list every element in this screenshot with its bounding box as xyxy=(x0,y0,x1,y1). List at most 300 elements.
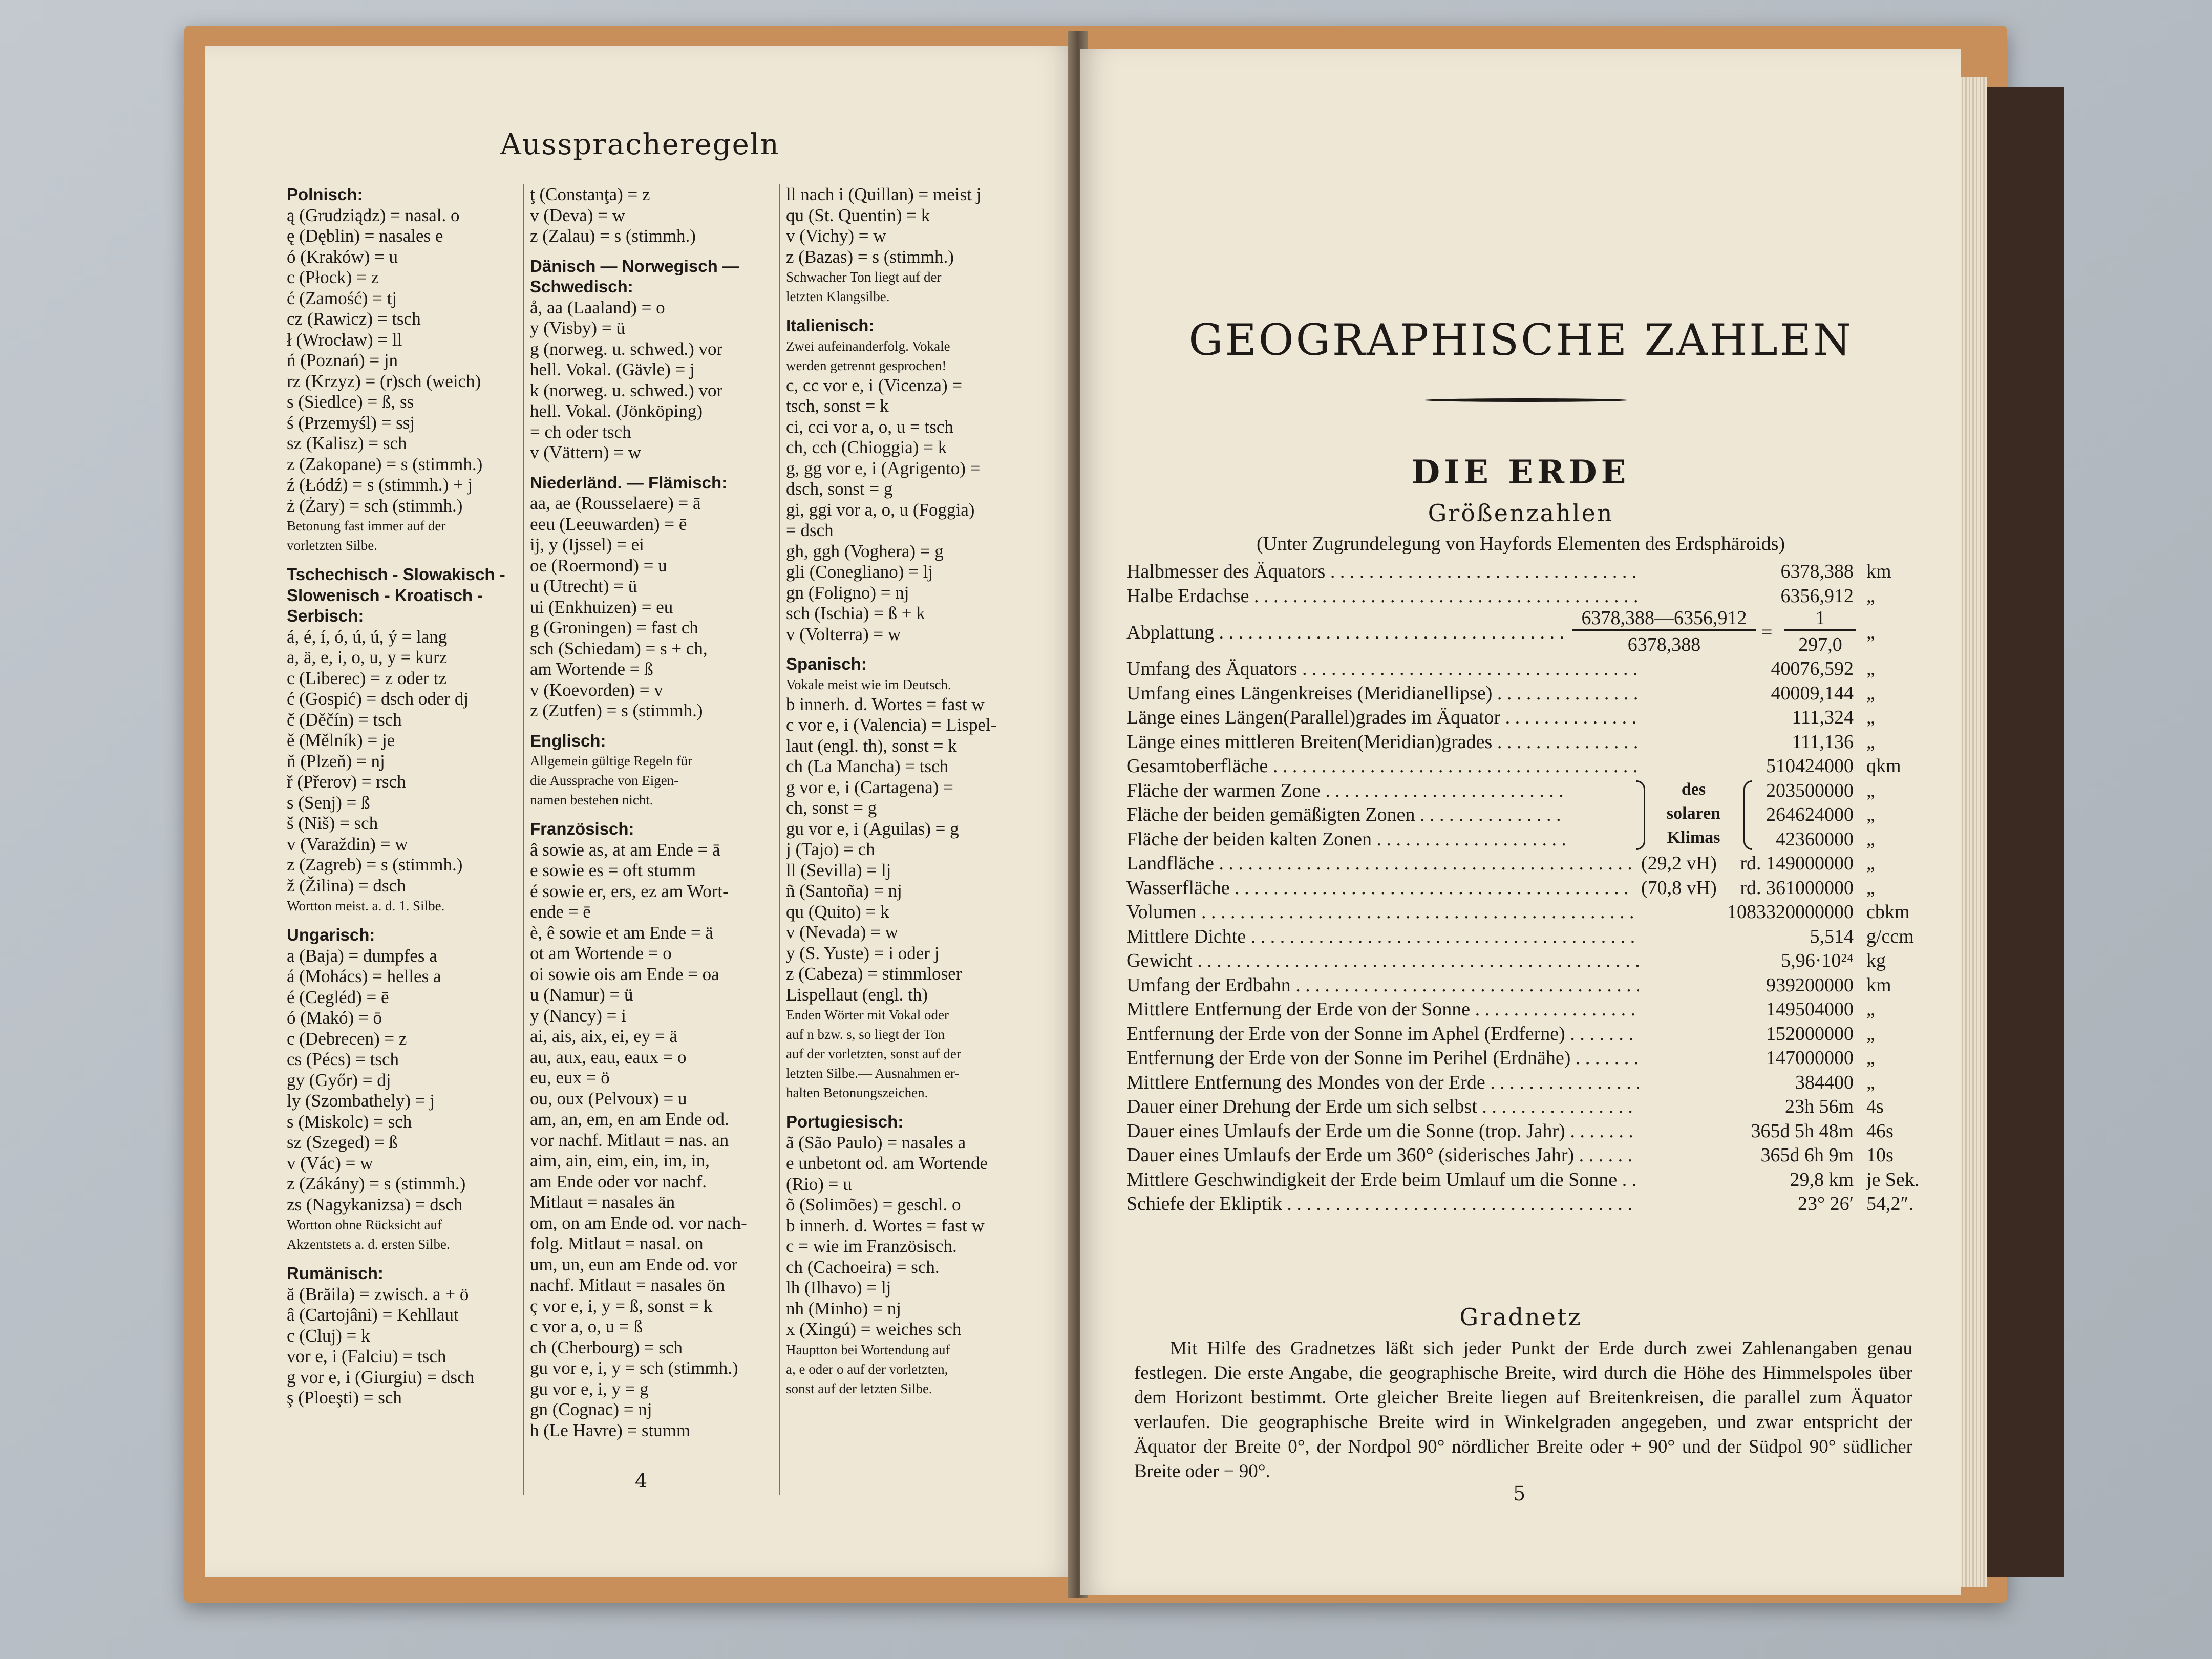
pronunciation-line: gu vor e, i, y = sch (stimmh.) xyxy=(530,1358,738,1378)
pronunciation-line: Zwei aufeinanderfolg. Vokale xyxy=(786,338,950,354)
abplattung-row xyxy=(1126,607,1925,655)
row-label: Dauer eines Umlaufs der Erde um 360° (siderisches Jahr) . . . xyxy=(1126,1144,1639,1166)
pronunciation-line: a, e oder o auf der vorletzten, xyxy=(786,1361,948,1377)
pronunciation-line: cz (Rawicz) = tsch xyxy=(287,309,421,329)
pronunciation-line: ó (Kraków) = u xyxy=(287,246,398,267)
table-row xyxy=(1126,850,1925,875)
pronunciation-line: u (Utrecht) = ü xyxy=(530,576,637,596)
row-value: 1083320000000 xyxy=(1722,901,1854,923)
fraction-denominator: 6378,388 xyxy=(1627,634,1701,655)
result-denominator: 297,0 xyxy=(1798,634,1842,655)
pronunciation-line: die Aussprache von Eigen- xyxy=(530,773,679,788)
row-value: 510424000 xyxy=(1761,755,1854,777)
row-value: 149504000 xyxy=(1761,998,1854,1020)
row-unit: „ xyxy=(1866,998,1875,1020)
pronunciation-line: ş (Ploeşti) = sch xyxy=(287,1388,402,1408)
row-unit: 10s xyxy=(1866,1144,1894,1166)
row-label: Gesamtoberfläche . . . xyxy=(1126,755,1639,777)
pronunciation-line: é sowie er, ers, ez am Wort- xyxy=(530,881,729,901)
row-label: Wasserfläche . . . xyxy=(1126,877,1633,899)
pronunciation-line: vor nachf. Mitlaut = nas. an xyxy=(530,1130,729,1150)
row-value: 5,514 xyxy=(1805,925,1854,948)
pronunciation-line: z (Zalau) = s (stimmh.) xyxy=(530,226,696,246)
pronunciation-line: zs (Nagykanizsa) = dsch xyxy=(287,1194,463,1215)
pronunciation-line: am, an, em, en am Ende od. xyxy=(530,1109,729,1129)
pronunciation-line: gu vor e, i (Aguilas) = g xyxy=(786,818,959,839)
pronunciation-line: ś (Przemyśl) = ssj xyxy=(287,412,415,433)
row-unit: „ xyxy=(1866,853,1875,874)
pronunciation-line: Akzentstets a. d. ersten Silbe. xyxy=(287,1237,450,1252)
pronunciation-line: á (Mohács) = helles a xyxy=(287,966,441,986)
pronunciation-line: g (norweg. u. schwed.) vor xyxy=(530,338,723,359)
pronunciation-line: laut (engl. th), sonst = k xyxy=(786,735,957,756)
pronunciation-line: c (Cluj) = k xyxy=(287,1325,370,1346)
pronunciation-line: ź (Łódź) = s (stimmh.) + j xyxy=(287,475,473,495)
pronunciation-line: ň (Plzeň) = nj xyxy=(287,751,385,771)
row-unit: 54,2″. xyxy=(1866,1193,1913,1215)
pronunciation-line: am Wortende = ß xyxy=(530,659,653,679)
pronunciation-line: x (Xingú) = weiches sch xyxy=(786,1319,962,1339)
table-row xyxy=(1126,801,1925,826)
row-unit: „ xyxy=(1866,622,1875,643)
pronunciation-line: y (Nancy) = i xyxy=(530,1005,626,1026)
language-heading: Schwedisch: xyxy=(530,277,633,296)
language-heading: Rumänisch: xyxy=(287,1264,384,1283)
table-row xyxy=(1126,1069,1925,1094)
row-unit: „ xyxy=(1866,804,1875,825)
pronunciation-line: vorletzten Silbe. xyxy=(287,538,377,553)
pronunciation-line: ll nach i (Quillan) = meist j xyxy=(786,184,982,204)
pronunciation-line: ll (Sevilla) = lj xyxy=(786,860,891,880)
pronunciation-line: e sowie es = oft stumm xyxy=(530,860,696,880)
table-row xyxy=(1126,777,1925,802)
row-value: 939200000 xyxy=(1761,974,1854,996)
percentage: (70,8 vH) xyxy=(1641,877,1717,899)
pronunciation-line: ly (Szombathely) = j xyxy=(287,1091,435,1111)
pronunciation-column-1 xyxy=(287,184,522,1409)
pronunciation-line: gn (Cognac) = nj xyxy=(530,1399,652,1419)
row-value: 40009,144 xyxy=(1766,682,1854,705)
pronunciation-line: hell. Vokal. (Gävle) = j xyxy=(530,359,695,379)
row-label: Länge eines Längen(Parallel)grades im Äquator . . . xyxy=(1126,706,1639,729)
pronunciation-line: ř (Přerov) = rsch xyxy=(287,772,406,792)
row-unit: „ xyxy=(1866,877,1875,899)
table-row xyxy=(1126,972,1925,996)
language-heading: Italienisch: xyxy=(786,316,875,335)
language-heading: Englisch: xyxy=(530,731,606,750)
pronunciation-line: ende = ē xyxy=(530,902,591,922)
pronunciation-line: ch, sonst = g xyxy=(786,798,877,818)
row-value: 152000000 xyxy=(1761,1023,1854,1045)
book-back-board xyxy=(1987,87,2064,1577)
language-heading: Serbisch: xyxy=(287,606,364,625)
pronunciation-column-3 xyxy=(786,184,1052,1398)
pronunciation-line: um, un, eun am Ende od. vor xyxy=(530,1254,738,1274)
gradnetz-paragraph: Mit Hilfe des Gradnetzes läßt sich jeder Punkt der Erde durch zwei Zahlenangaben genau festlegen. Die erste Angabe, die geographische Breite, wird durch die Höhe des Himmelspoles über dem Horizont bestimmt. Orte gleicher Breite liegen auf Breitenkreisen, die parallel zum Äquator verlaufen. Die geographische Breite wird in Winkelgraden angegeben, und zwar entspricht der Äquator der Breite 0°, der Nordpol 90° nördlicher Breite oder + 90° und der Südpol 90° südlicher Breite oder − 90°. xyxy=(1134,1338,1912,1482)
table-row xyxy=(1126,558,1925,583)
row-label: Entfernung der Erde von der Sonne im Aphel (Erdferne) . . . xyxy=(1126,1023,1639,1045)
pronunciation-line: Vokale meist wie im Deutsch. xyxy=(786,676,951,692)
pronunciation-line: v (Varaždin) = w xyxy=(287,834,408,854)
row-label: Umfang des Äquators . . . xyxy=(1126,657,1639,680)
pronunciation-line: gh, ggh (Voghera) = g xyxy=(786,541,944,561)
row-value: 5,96·10²⁴ xyxy=(1776,949,1854,972)
pronunciation-line: č (Děčín) = tsch xyxy=(287,709,402,730)
pronunciation-line: ě (Mělník) = je xyxy=(287,730,395,750)
language-heading: Spanisch: xyxy=(786,654,867,673)
pronunciation-line: rz (Krzyz) = (r)sch (weich) xyxy=(287,371,481,391)
pronunciation-line: sch (Schiedam) = s + ch, xyxy=(530,638,708,658)
row-unit: „ xyxy=(1866,1047,1875,1069)
row-value: 147000000 xyxy=(1761,1047,1854,1069)
climate-line: Klimas xyxy=(1667,827,1720,847)
pronunciation-line: = dsch xyxy=(786,520,834,540)
left-page xyxy=(205,46,1075,1577)
pronunciation-line: folg. Mitlaut = nasal. on xyxy=(530,1233,704,1253)
pronunciation-line: = ch oder tsch xyxy=(530,421,631,442)
pronunciation-line: j (Tajo) = ch xyxy=(786,839,875,859)
pronunciation-line: nachf. Mitlaut = nasales ön xyxy=(530,1275,725,1295)
pronunciation-line: qu (St. Quentin) = k xyxy=(786,205,930,225)
pronunciation-line: ui (Enkhuizen) = eu xyxy=(530,597,673,617)
subsection-heading: Größenzahlen xyxy=(1428,499,1614,527)
pronunciation-line: Lispellaut (engl. th) xyxy=(786,984,928,1005)
table-row xyxy=(1126,704,1925,729)
pronunciation-line: š (Niš) = sch xyxy=(287,813,378,833)
pronunciation-line: v (Koevorden) = v xyxy=(530,679,663,700)
row-unit: „ xyxy=(1866,828,1875,850)
language-heading: Polnisch: xyxy=(287,185,363,204)
row-unit: „ xyxy=(1866,585,1875,607)
pronunciation-line: z (Zakopane) = s (stimmh.) xyxy=(287,454,483,474)
pronunciation-line: ć (Zamość) = tj xyxy=(287,288,397,308)
pronunciation-line: ci, cci vor a, o, u = tsch xyxy=(786,416,953,437)
pronunciation-line: z (Bazas) = s (stimmh.) xyxy=(786,246,954,267)
language-heading: Slowenisch - Kroatisch - xyxy=(287,585,483,605)
table-row xyxy=(1126,1190,1925,1215)
left-page-number: 4 xyxy=(635,1470,648,1492)
language-heading: Portugiesisch: xyxy=(786,1112,904,1131)
row-unit: kg xyxy=(1866,950,1886,971)
climate-line: solaren xyxy=(1666,803,1721,823)
pronunciation-line: z (Zutfen) = s (stimmh.) xyxy=(530,700,703,720)
table-row xyxy=(1126,923,1925,948)
pronunciation-line: ă (Brăila) = zwisch. a + ö xyxy=(287,1284,469,1304)
gradnetz-heading: Gradnetz xyxy=(1459,1303,1582,1331)
row-label: Gewicht . . . xyxy=(1126,949,1639,972)
pronunciation-line: ch (Cachoeira) = sch. xyxy=(786,1257,940,1277)
table-row xyxy=(1126,1020,1925,1045)
table-row xyxy=(1126,996,1925,1020)
climate-line: des xyxy=(1681,779,1706,799)
row-label: Mittlere Geschwindigkeit der Erde beim Umlauf um die Sonne . . . xyxy=(1126,1168,1639,1191)
pronunciation-line: v (Volterra) = w xyxy=(786,624,901,644)
pronunciation-line: auf der vorletzten, sonst auf der xyxy=(786,1046,961,1061)
pronunciation-line: v (Nevada) = w xyxy=(786,922,898,942)
row-unit: „ xyxy=(1866,658,1875,679)
pronunciation-line: v (Deva) = w xyxy=(530,205,625,225)
row-label: Fläche der warmen Zone . . . xyxy=(1126,779,1567,802)
row-label: Halbmesser des Äquators . . . xyxy=(1126,560,1639,583)
row-label: Mittlere Entfernung des Mondes von der Erde . . . xyxy=(1126,1071,1639,1094)
pronunciation-line: c vor e, i (Valencia) = Lispel- xyxy=(786,715,997,735)
fraction-numerator: 6378,388—6356,912 xyxy=(1572,607,1756,631)
pronunciation-line: qu (Quito) = k xyxy=(786,901,889,922)
pronunciation-line: aa, ae (Rousselaere) = ā xyxy=(530,493,701,513)
pronunciation-line: Betonung fast immer auf der xyxy=(287,518,446,534)
pronunciation-line: k (norweg. u. schwed.) vor xyxy=(530,380,723,400)
pronunciation-line: è, ê sowie et am Ende = ä xyxy=(530,922,713,943)
pronunciation-line: oe (Roermond) = u xyxy=(530,555,667,576)
pronunciation-line: om, on am Ende od. vor nach- xyxy=(530,1213,747,1233)
table-row xyxy=(1126,1142,1925,1166)
pronunciation-line: á, é, í, ó, ú, ú, ý = lang xyxy=(287,626,448,647)
earth-figures-table xyxy=(1126,558,1925,1215)
pronunciation-line: ż (Żary) = sch (stimmh.) xyxy=(287,495,463,516)
pronunciation-line: Mitlaut = nasales än xyxy=(530,1192,675,1212)
section-heading: DIE ERDE xyxy=(1411,453,1630,492)
pronunciation-line: am Ende oder vor nachf. xyxy=(530,1171,707,1192)
row-unit: g/ccm xyxy=(1866,925,1914,947)
pronunciation-line: y (S. Yuste) = i oder j xyxy=(786,943,940,963)
row-value: 264624000 xyxy=(1761,803,1854,826)
row-label: Dauer eines Umlaufs der Erde um die Sonne (trop. Jahr) . . . xyxy=(1126,1120,1639,1142)
pronunciation-line: g vor e, i (Giurgiu) = dsch xyxy=(287,1367,475,1387)
pronunciation-line: â sowie as, at am Ende = ā xyxy=(530,839,720,860)
pronunciation-line: â (Cartojâni) = Kehllaut xyxy=(287,1305,459,1325)
pronunciation-column-2 xyxy=(530,184,778,1441)
pronunciation-line: gy (Győr) = dj xyxy=(287,1070,391,1090)
climate-zones-group xyxy=(1126,777,1925,850)
row-unit: „ xyxy=(1866,1023,1875,1045)
column-divider xyxy=(523,184,524,1495)
pronunciation-line: ç vor e, i, y = ß, sonst = k xyxy=(530,1295,713,1316)
pronunciation-line: å, aa (Laaland) = o xyxy=(530,297,665,317)
pronunciation-line: ij, y (Ijssel) = ei xyxy=(530,535,644,555)
pronunciation-line: sch (Ischia) = ß + k xyxy=(786,603,925,623)
left-page-title: Ausspracheregeln xyxy=(500,128,780,161)
pronunciation-line: ou, oux (Pelvoux) = u xyxy=(530,1088,687,1109)
pronunciation-line: a (Baja) = dumpfes a xyxy=(287,945,437,966)
pronunciation-line: lh (Ilhavo) = lj xyxy=(786,1278,891,1298)
row-unit: „ xyxy=(1866,1071,1875,1093)
pronunciation-line: eeu (Leeuwarden) = ē xyxy=(530,514,687,534)
pronunciation-line: Enden Wörter mit Vokal oder xyxy=(786,1007,949,1023)
row-unit: km xyxy=(1866,974,1891,996)
pronunciation-line: tsch, sonst = k xyxy=(786,396,889,416)
column-divider xyxy=(779,184,780,1495)
pronunciation-line: ã (São Paulo) = nasales a xyxy=(786,1132,966,1153)
pronunciation-line: s (Miskolc) = sch xyxy=(287,1111,412,1132)
row-label: Landfläche . . . xyxy=(1126,852,1633,875)
pronunciation-line: z (Zagreb) = s (stimmh.) xyxy=(287,855,463,875)
pronunciation-line: v (Vác) = w xyxy=(287,1153,373,1173)
equals-sign: = xyxy=(1761,622,1773,643)
pronunciation-line: c, cc vor e, i (Vicenza) = xyxy=(786,375,963,395)
pronunciation-line: ţ (Constanţa) = z xyxy=(530,184,650,204)
pronunciation-line: g (Groningen) = fast ch xyxy=(530,618,698,637)
pronunciation-line: õ (Solimões) = geschl. o xyxy=(786,1195,961,1215)
row-value: 23h 56m xyxy=(1780,1095,1854,1118)
pronunciation-line: Wortton meist. a. d. 1. Silbe. xyxy=(287,898,445,913)
title-ornament-rule xyxy=(1423,398,1628,402)
pronunciation-line: vor e, i (Falciu) = tsch xyxy=(287,1346,446,1366)
table-row xyxy=(1126,875,1925,899)
pronunciation-line: Hauptton bei Wortendung auf xyxy=(786,1342,950,1357)
table-row xyxy=(1126,1093,1925,1118)
pronunciation-line: gli (Conegliano) = lj xyxy=(786,562,933,582)
row-label: Abplattung . . . xyxy=(1126,621,1567,644)
table-row xyxy=(1126,1118,1925,1142)
pronunciation-line: c vor a, o, u = ß xyxy=(530,1316,643,1336)
pronunciation-line: au, aux, eau, eaux = o xyxy=(530,1047,687,1067)
pronunciation-line: auf n bzw. s, so liegt der Ton xyxy=(786,1027,945,1042)
pronunciation-line: gu vor e, i, y = g xyxy=(530,1378,649,1399)
pronunciation-line: ó (Makó) = ō xyxy=(287,1008,382,1028)
table-row xyxy=(1126,729,1925,753)
row-value: 42360000 xyxy=(1771,828,1854,850)
row-label: Mittlere Dichte . . . xyxy=(1126,925,1639,948)
table-row xyxy=(1126,655,1925,680)
row-value: rd. 149000000 xyxy=(1735,852,1854,875)
pronunciation-line: nh (Minho) = nj xyxy=(786,1298,901,1318)
pronunciation-line: ñ (Santoña) = nj xyxy=(786,881,902,901)
pronunciation-line: (Rio) = u xyxy=(786,1174,852,1194)
row-label: Umfang der Erdbahn . . . xyxy=(1126,974,1639,996)
table-row xyxy=(1126,680,1925,705)
pronunciation-line: c (Debrecen) = z xyxy=(287,1028,407,1049)
row-unit: je Sek. xyxy=(1866,1168,1920,1190)
table-row xyxy=(1126,1166,1925,1191)
language-heading: Niederländ. — Flämisch: xyxy=(530,473,728,492)
pronunciation-line: letzten Silbe.— Ausnahmen er- xyxy=(786,1066,960,1081)
pronunciation-line: ai, ais, aix, ei, ey = ä xyxy=(530,1026,677,1046)
pronunciation-line: ń (Poznań) = jn xyxy=(287,350,398,370)
pronunciation-line: c (Płock) = z xyxy=(287,267,379,287)
table-row xyxy=(1126,826,1925,850)
table-row xyxy=(1126,753,1925,777)
pronunciation-line: Allgemein gültige Regeln für xyxy=(530,753,693,769)
pronunciation-line: v (Vichy) = w xyxy=(786,226,886,246)
pronunciation-line: ch, cch (Chioggia) = k xyxy=(786,437,947,457)
pronunciation-line: b innerh. d. Wortes = fast w xyxy=(786,694,985,714)
chapter-title: GEOGRAPHISCHE ZAHLEN xyxy=(1188,315,1853,365)
right-page xyxy=(1080,49,1961,1595)
pronunciation-line: sz (Kalisz) = sch xyxy=(287,433,407,453)
row-value: 384400 xyxy=(1790,1071,1854,1094)
row-label: Entfernung der Erde von der Sonne im Perihel (Erdnähe) . . . xyxy=(1126,1047,1639,1069)
pronunciation-line: sz (Szeged) = ß xyxy=(287,1132,398,1152)
row-unit: cbkm xyxy=(1866,901,1910,923)
pronunciation-line: e unbetont od. am Wortende xyxy=(786,1153,988,1173)
language-heading: Dänisch — Norwegisch — xyxy=(530,256,739,275)
pronunciation-line: s (Senj) = ß xyxy=(287,792,370,813)
pronunciation-line: ch (Cherbourg) = sch xyxy=(530,1337,683,1357)
pronunciation-line: ę (Dęblin) = nasales e xyxy=(287,226,443,246)
row-unit: „ xyxy=(1866,707,1875,728)
table-row xyxy=(1126,1045,1925,1069)
row-label: Volumen . . . xyxy=(1126,901,1639,923)
language-heading: Französisch: xyxy=(530,819,634,838)
intro-note: (Unter Zugrundelegung von Hayfords Elementen des Erdsphäroids) xyxy=(1256,533,1785,555)
pronunciation-line: ć (Gospić) = dsch oder dj xyxy=(287,689,469,709)
pronunciation-line: werden getrennt gesprochen! xyxy=(786,357,947,373)
row-value: 6356,912 xyxy=(1776,585,1854,607)
row-label: Fläche der beiden gemäßigten Zonen . . . xyxy=(1126,803,1567,826)
pronunciation-line: hell. Vokal. (Jönköping) xyxy=(530,401,703,421)
result-numerator: 1 xyxy=(1784,607,1856,631)
table-row xyxy=(1126,947,1925,972)
right-page-number: 5 xyxy=(1513,1482,1526,1505)
row-value: 365d 6h 9m xyxy=(1755,1144,1854,1166)
pronunciation-line: Wortton ohne Rücksicht auf xyxy=(287,1217,442,1232)
row-value: 111,136 xyxy=(1786,731,1854,753)
pronunciation-line: h (Le Havre) = stumm xyxy=(530,1420,691,1440)
row-unit: 46s xyxy=(1866,1120,1894,1142)
row-value: 40076,592 xyxy=(1766,657,1854,680)
pronunciation-line: letzten Klangsilbe. xyxy=(786,289,890,304)
pronunciation-line: gi, ggi vor a, o, u (Foggia) xyxy=(786,499,975,520)
row-unit: „ xyxy=(1866,779,1875,801)
pronunciation-line: ą (Grudziądz) = nasal. o xyxy=(287,205,460,225)
pronunciation-line: y (Visby) = ü xyxy=(530,318,625,338)
pronunciation-line: namen bestehen nicht. xyxy=(530,792,653,807)
row-label: Mittlere Entfernung der Erde von der Sonne . . . xyxy=(1126,998,1639,1020)
row-unit: „ xyxy=(1866,682,1875,704)
pronunciation-line: a, ä, e, i, o, u, y = kurz xyxy=(287,647,448,667)
pronunciation-line: oi sowie ois am Ende = oa xyxy=(530,964,719,984)
pronunciation-line: dsch, sonst = g xyxy=(786,479,893,499)
pronunciation-line: b innerh. d. Wortes = fast w xyxy=(786,1215,985,1236)
row-value: 365d 5h 48m xyxy=(1746,1120,1854,1142)
row-label: Fläche der beiden kalten Zonen . . . xyxy=(1126,828,1567,850)
pronunciation-line: halten Betonungszeichen. xyxy=(786,1085,928,1100)
row-value: 6378,388 xyxy=(1776,560,1854,583)
row-unit: „ xyxy=(1866,731,1875,753)
row-label: Schiefe der Ekliptik . . . xyxy=(1126,1193,1639,1215)
pronunciation-line: z (Zákány) = s (stimmh.) xyxy=(287,1174,466,1194)
pronunciation-line: gn (Foligno) = nj xyxy=(786,582,909,603)
row-value: 203500000 xyxy=(1761,779,1854,802)
row-unit: km xyxy=(1866,561,1891,582)
pronunciation-line: z (Cabeza) = stimmloser xyxy=(786,964,962,984)
pronunciation-line: Schwacher Ton liegt auf der xyxy=(786,269,942,285)
row-value: rd. 361000000 xyxy=(1735,877,1854,899)
language-heading: Tschechisch - Slowakisch - xyxy=(287,565,505,584)
pronunciation-line: c (Liberec) = z oder tz xyxy=(287,668,447,688)
pronunciation-line: eu, eux = ö xyxy=(530,1068,610,1088)
row-unit: 4s xyxy=(1866,1096,1884,1117)
row-label: Halbe Erdachse . . . xyxy=(1126,585,1639,607)
row-unit: qkm xyxy=(1866,755,1901,777)
pronunciation-line: g, gg vor e, i (Agrigento) = xyxy=(786,458,981,478)
pronunciation-line: ch (La Mancha) = tsch xyxy=(786,756,949,776)
pronunciation-line: é (Cegléd) = ē xyxy=(287,987,389,1007)
pronunciation-line: cs (Pécs) = tsch xyxy=(287,1049,399,1069)
pronunciation-line: sonst auf der letzten Silbe. xyxy=(786,1380,932,1396)
pronunciation-line: u (Namur) = ü xyxy=(530,985,633,1005)
pronunciation-line: aim, ain, eim, ein, im, in, xyxy=(530,1151,710,1171)
language-heading: Ungarisch: xyxy=(287,925,375,944)
pronunciation-line: ł (Wrocław) = ll xyxy=(287,329,402,350)
pronunciation-line: v (Vättern) = w xyxy=(530,442,642,462)
pronunciation-line: g vor e, i (Cartagena) = xyxy=(786,777,953,797)
row-label: Umfang eines Längenkreises (Meridianellipse) . . . xyxy=(1126,682,1639,705)
row-label: Dauer einer Drehung der Erde um sich selbst . . . xyxy=(1126,1095,1639,1118)
pronunciation-line: ž (Žilina) = dsch xyxy=(287,875,406,896)
row-label: Länge eines mittleren Breiten(Meridian)grades . . . xyxy=(1126,731,1639,753)
row-value: 29,8 km xyxy=(1784,1168,1854,1191)
